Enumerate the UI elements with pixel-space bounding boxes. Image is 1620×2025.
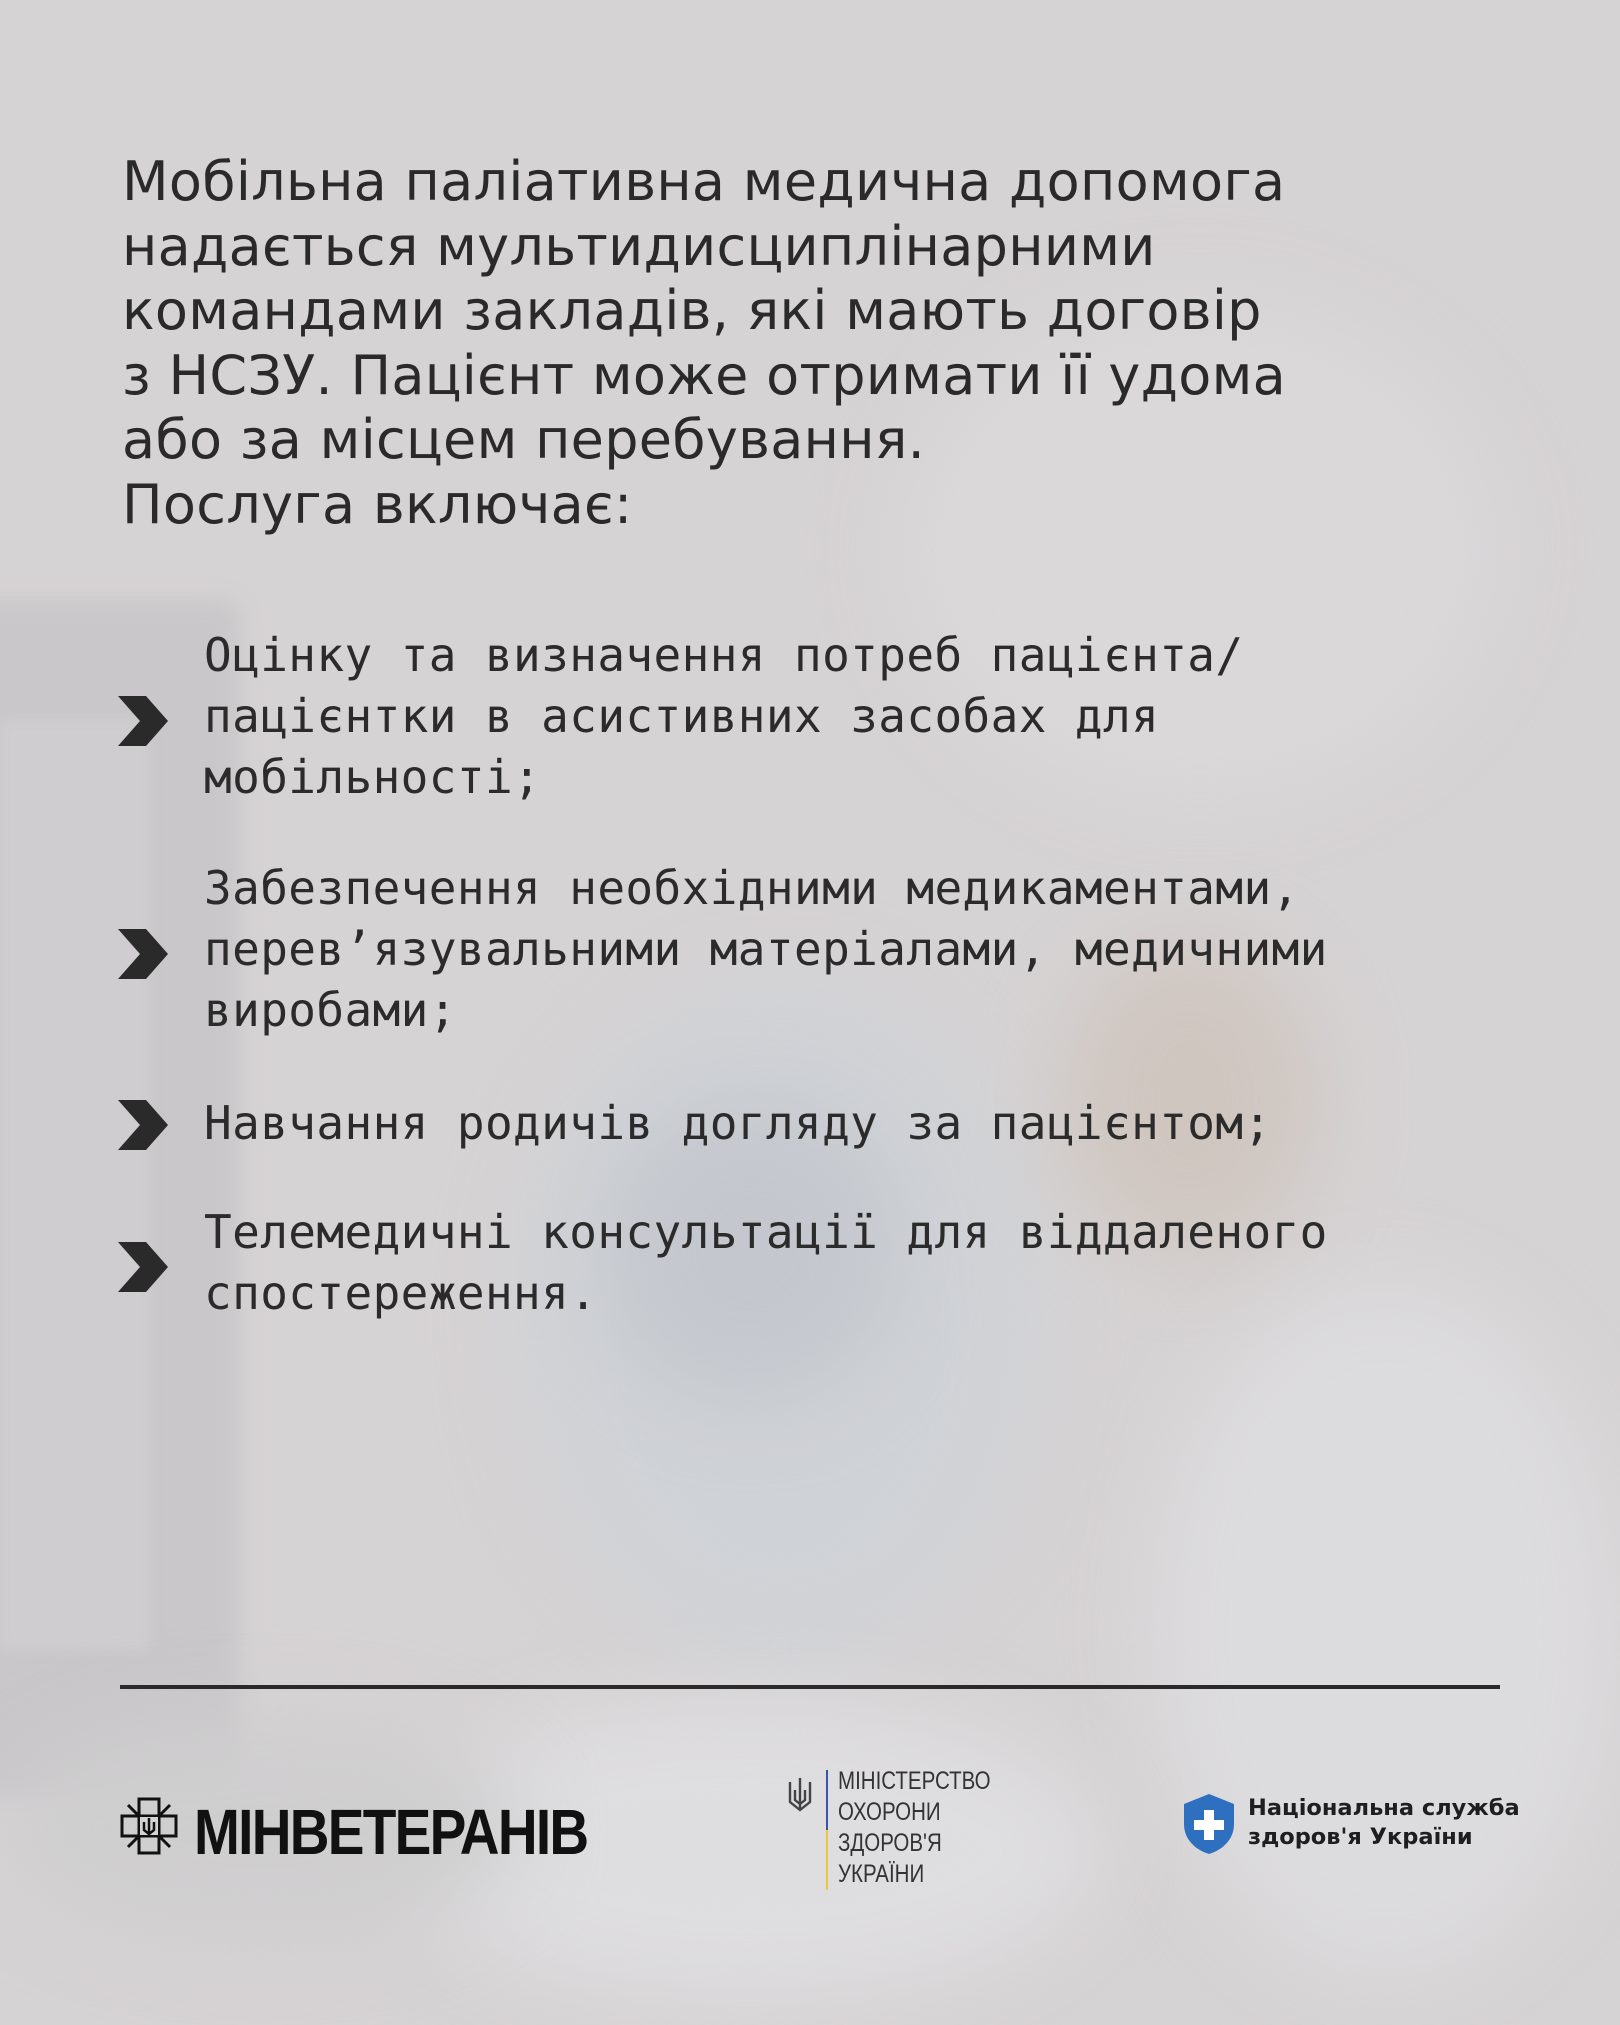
moz-blue-bar	[826, 1770, 828, 1830]
service-item-text	[204, 1093, 1272, 1154]
service-line: Навчання родичів догляду за пацієнтом;	[204, 1096, 1272, 1150]
chevron-right-icon	[118, 1100, 168, 1150]
moz-yellow-bar	[826, 1830, 828, 1890]
service-line: Забезпечення необхідними медикаментами,	[204, 861, 1300, 915]
chevron-right-icon	[118, 929, 168, 979]
intro-line: надається мультидисциплінарними	[122, 214, 1156, 278]
intro-paragraph	[122, 150, 1522, 537]
service-item-text	[204, 1202, 1328, 1324]
service-line: спостереження.	[204, 1266, 598, 1320]
minveteraniv-wordmark: МІНВЕТЕРАНІВ	[194, 1796, 588, 1868]
service-line: перев’язувальними матеріалами, медичними	[204, 922, 1328, 976]
nszu-line: здоров'я України	[1248, 1824, 1473, 1850]
intro-line: Послуга включає:	[122, 472, 633, 536]
moz-line: УКРАЇНИ	[838, 1860, 925, 1888]
chevron-right-icon	[118, 696, 168, 746]
moz-line: ОХОРОНИ	[838, 1798, 941, 1826]
service-line: мобільності;	[204, 750, 542, 804]
nszu-wordmark	[1248, 1794, 1520, 1852]
service-item-text	[204, 858, 1328, 1041]
moz-line: МІНІСТЕРСТВО	[838, 1767, 991, 1795]
chevron-right-icon	[118, 1242, 168, 1292]
nszu-line: Національна служба	[1248, 1795, 1520, 1821]
intro-line: або за місцем перебування.	[122, 408, 926, 471]
service-line: Оцінку та визначення потреб пацієнта/	[204, 628, 1244, 682]
moz-line: ЗДОРОВ'Я	[838, 1829, 942, 1857]
moz-wordmark	[838, 1766, 991, 1890]
cross-emblem-icon	[120, 1797, 178, 1855]
intro-line: командами закладів, які мають договір	[122, 279, 1262, 342]
trident-icon	[786, 1776, 814, 1816]
medical-shield-icon	[1182, 1792, 1236, 1856]
footer-divider	[120, 1685, 1500, 1689]
service-line: пацієнтки в асистивних засобах для	[204, 689, 1160, 743]
service-line: Телемедичні консультації для віддаленого	[204, 1205, 1328, 1259]
intro-line: Мобільна паліативна медична допомога	[122, 150, 1286, 213]
service-line: виробами;	[204, 983, 457, 1037]
service-item-text	[204, 625, 1244, 808]
intro-line: з НСЗУ. Пацієнт може отримати її удома	[122, 343, 1287, 407]
